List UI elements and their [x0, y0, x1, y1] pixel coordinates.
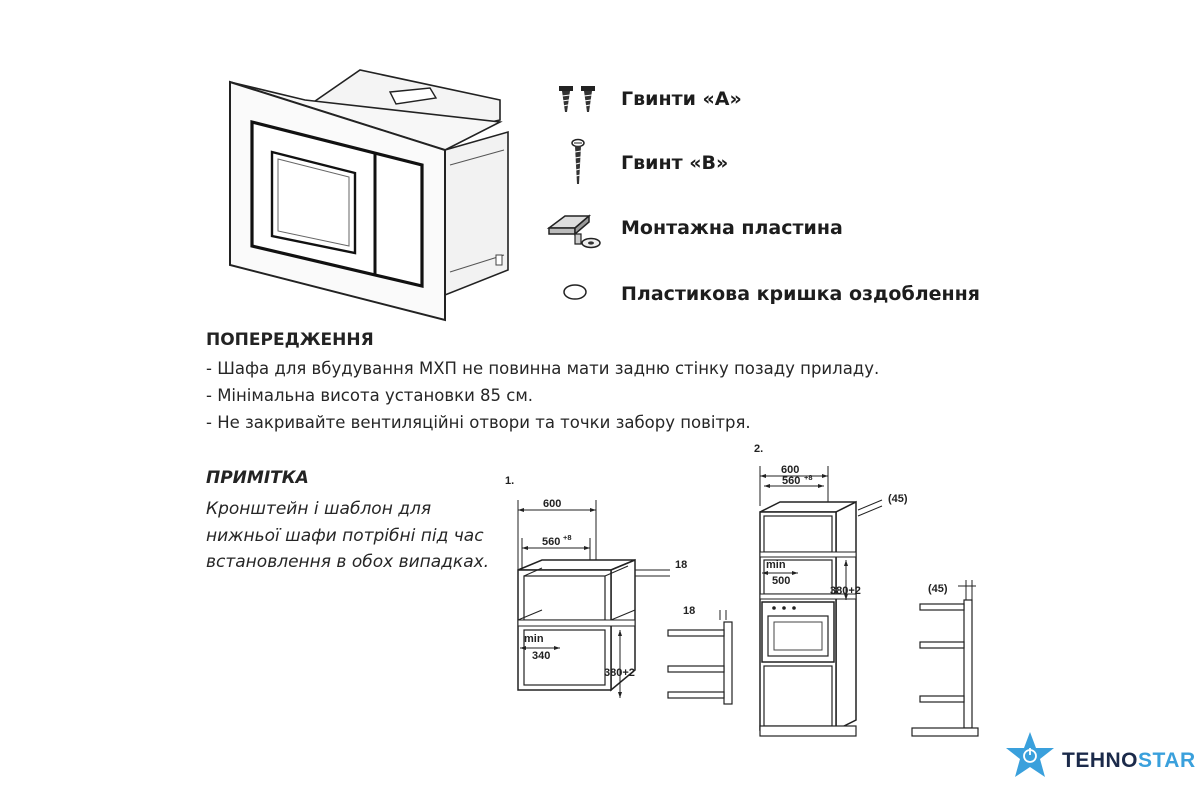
- part-label-screws-a: Гвинти «А»: [621, 88, 742, 110]
- figure-2-number: 2.: [754, 443, 764, 455]
- screw-b-icon: [568, 138, 588, 188]
- figure-2-min-label: min: [766, 559, 786, 571]
- figure-2-width-inner: 560: [782, 475, 801, 487]
- figure-1-width-outer: 600: [543, 498, 562, 510]
- figure-2-width-inner-tolerance: +8: [804, 473, 813, 482]
- figure-2-column-diagram: [750, 440, 990, 750]
- warning-line: - Мінімальна висота установки 85 см.: [206, 386, 534, 405]
- note-title: ПРИМІТКА: [206, 468, 309, 488]
- figure-1-panel-thickness: 18: [675, 559, 688, 571]
- figure-1-width-inner-tolerance: +8: [563, 533, 572, 542]
- figure-1-number: 1.: [505, 475, 515, 487]
- brand-name-accent: STAR: [1138, 749, 1196, 772]
- figure-1-width-inner: 560: [542, 536, 561, 548]
- figure-1-min-label: min: [524, 633, 544, 645]
- mounting-plate-icon: [545, 206, 605, 250]
- figure-1-cabinet-diagram: [500, 470, 750, 720]
- brand-wordmark: [1062, 749, 1196, 773]
- note-text: Кронштейн і шаблон для нижньої шафи потрібні під час встановлення в обох випадках.: [206, 499, 490, 572]
- warning-title: ПОПЕРЕДЖЕННЯ: [206, 330, 374, 350]
- star-logo-icon: [1004, 730, 1056, 780]
- figure-2-side-gap: (45): [928, 583, 948, 595]
- warning-line: - Не закривайте вентиляційні отвори та точки забору повітря.: [206, 413, 751, 432]
- screws-a-icon: [556, 84, 602, 116]
- part-label-mounting-plate: Монтажна пластина: [621, 217, 843, 239]
- figure-1-side-thickness: 18: [683, 605, 696, 617]
- warning-line: - Шафа для вбудування МХП не повинна мати задню стінку позаду приладу.: [206, 359, 880, 378]
- figure-2-opening-height: 380+2: [830, 585, 861, 597]
- figure-2-width-outer: 600: [781, 464, 800, 476]
- figure-1-min-height: 340: [532, 650, 551, 662]
- figure-1-opening-height: 380+2: [604, 667, 635, 679]
- trim-cap-icon: [560, 282, 590, 302]
- figure-2-min-height: 500: [772, 575, 791, 587]
- part-label-screw-b: Гвинт «В»: [621, 152, 729, 174]
- microwave-illustration: [200, 40, 520, 330]
- part-label-trim-cap: Пластикова кришка оздоблення: [621, 283, 980, 305]
- figure-2-gap: (45): [888, 493, 908, 505]
- brand-name-part: TEHNO: [1062, 749, 1138, 772]
